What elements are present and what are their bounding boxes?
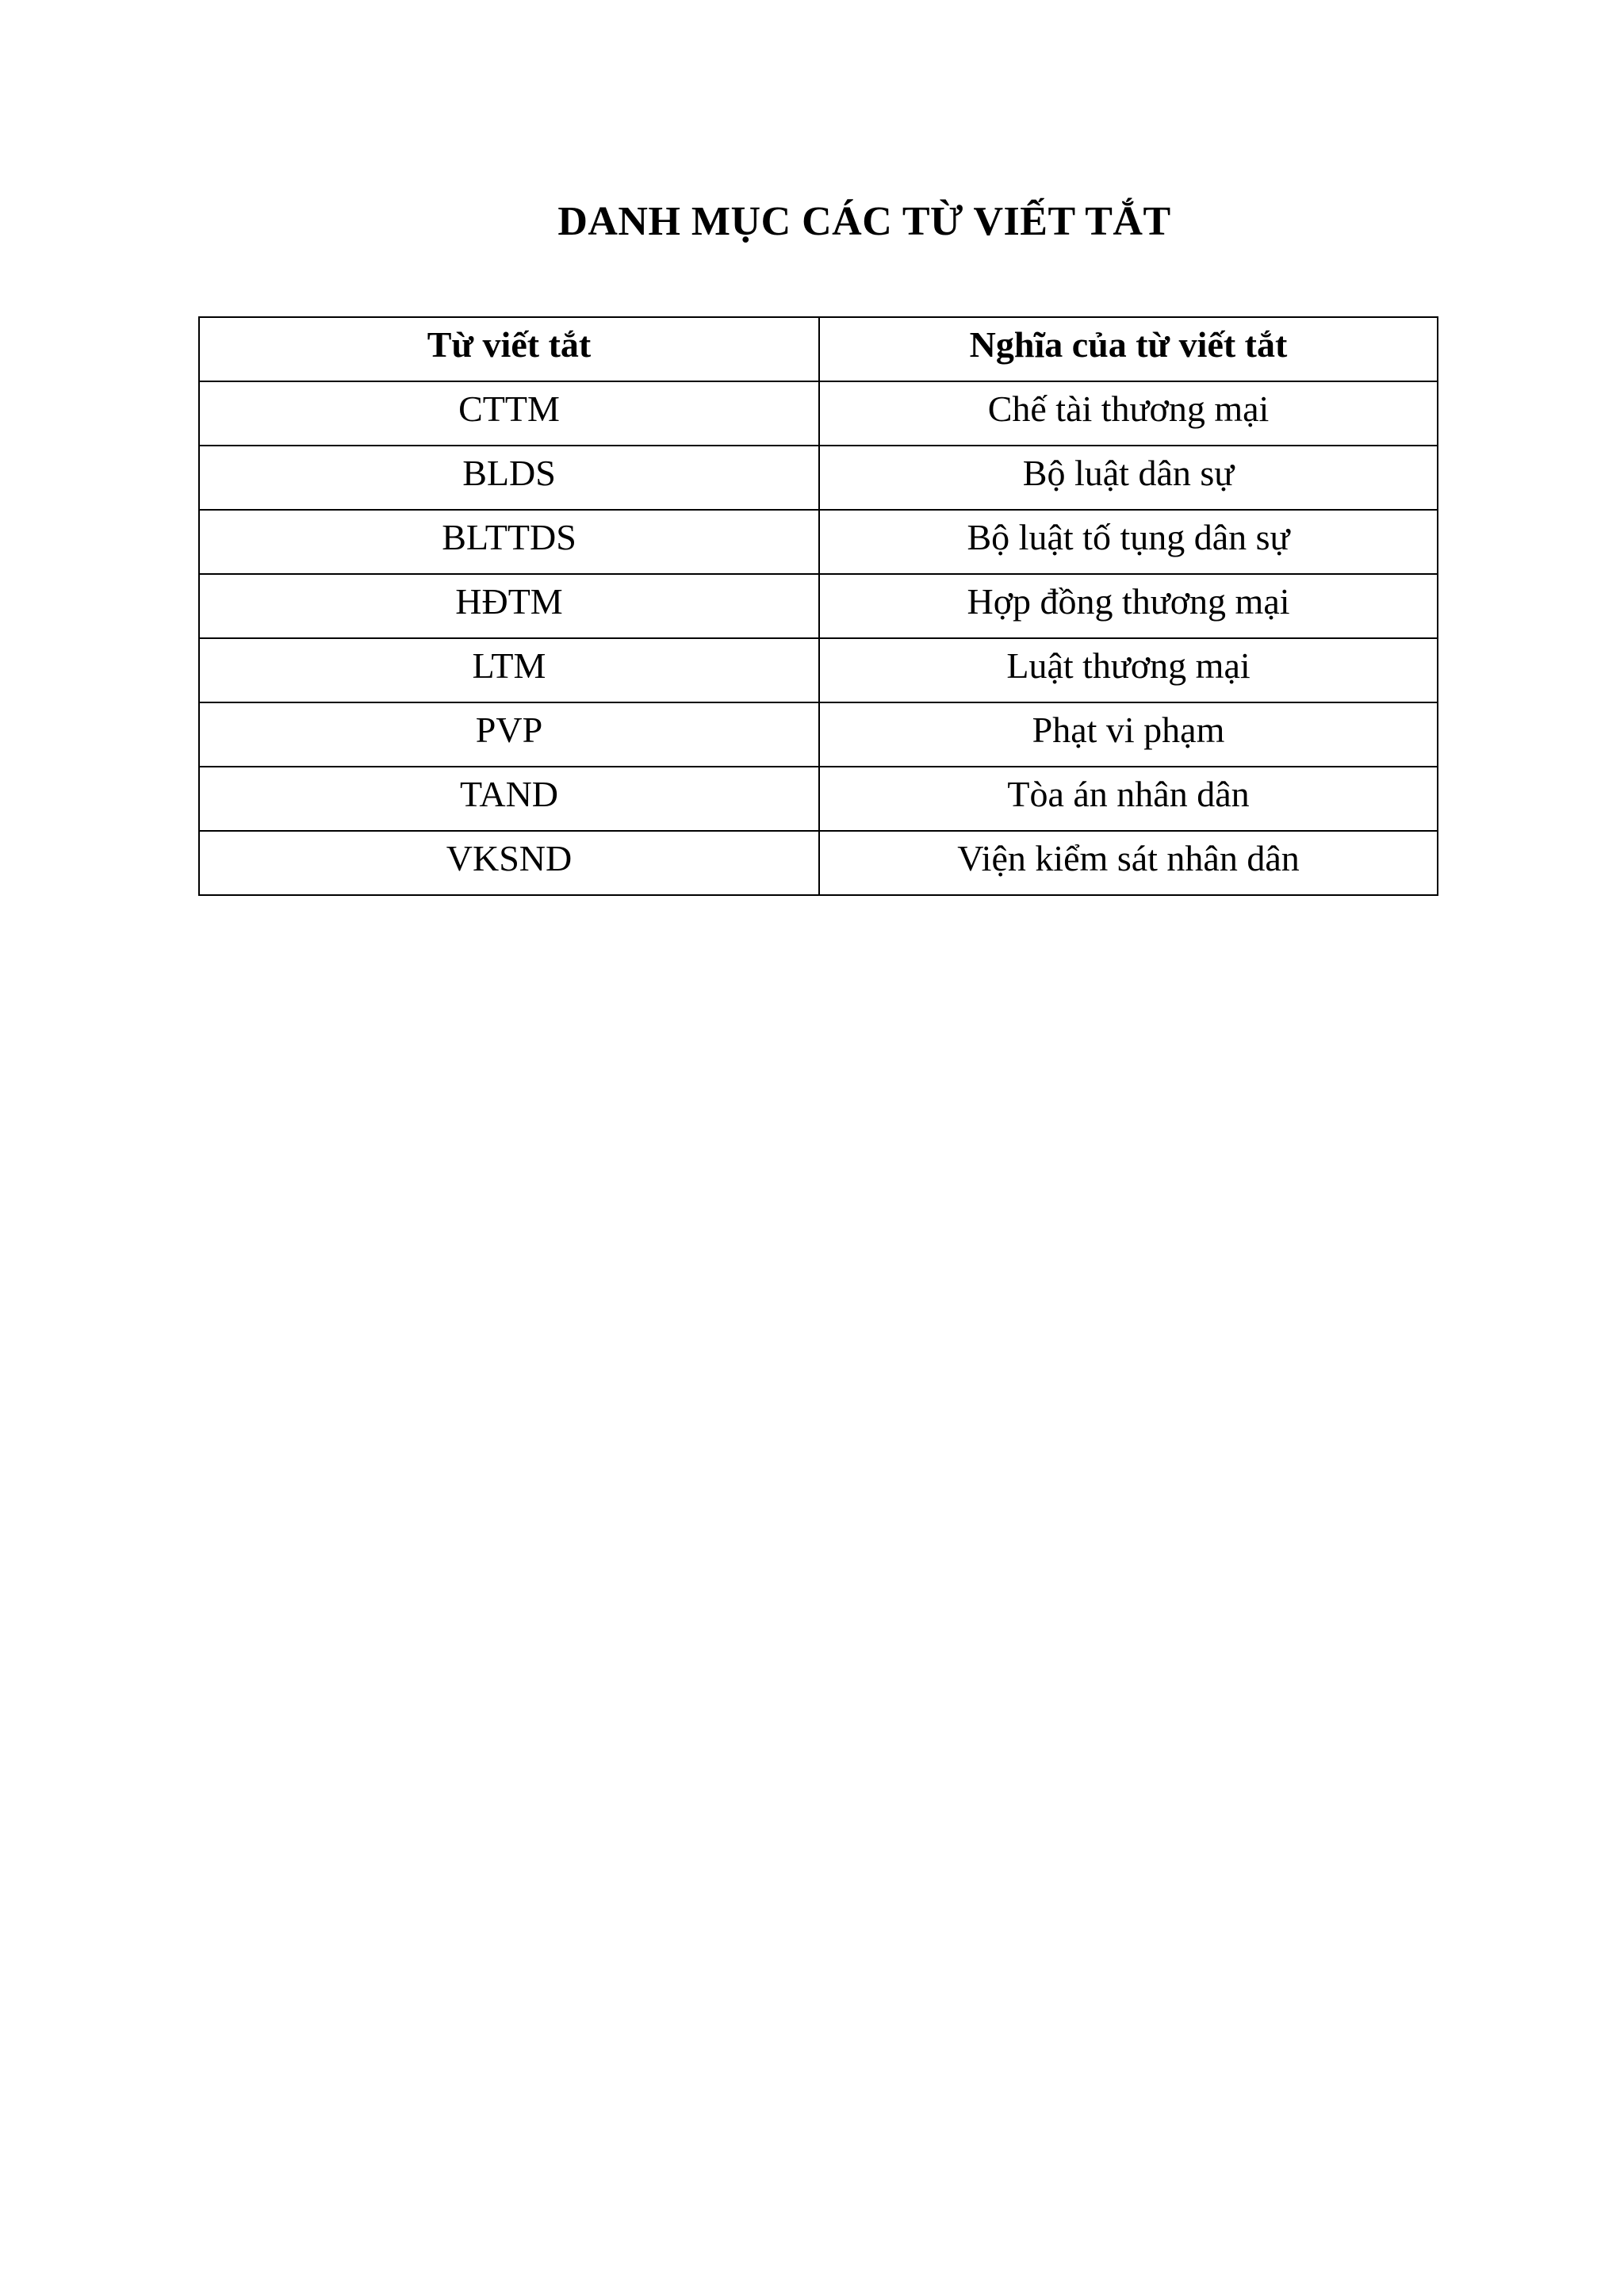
table-row <box>199 381 1438 446</box>
table-header-row <box>199 317 1438 381</box>
meaning-cell: Bộ luật dân sự <box>819 446 1438 510</box>
column-header-abbreviation: Từ viết tắt <box>199 317 819 381</box>
meaning-cell: Chế tài thương mại <box>819 381 1438 446</box>
table-row <box>199 831 1438 895</box>
abbreviation-cell: PVP <box>199 702 819 767</box>
abbreviation-cell: HĐTM <box>199 574 819 638</box>
table-row <box>199 638 1438 702</box>
abbreviation-cell: VKSND <box>199 831 819 895</box>
table-row <box>199 574 1438 638</box>
abbreviation-cell: TAND <box>199 767 819 831</box>
abbreviation-cell: BLTTDS <box>199 510 819 574</box>
abbreviation-table <box>198 316 1438 896</box>
table-row <box>199 767 1438 831</box>
abbreviation-cell: LTM <box>199 638 819 702</box>
column-header-meaning: Nghĩa của từ viết tắt <box>819 317 1438 381</box>
page-title: DANH MỤC CÁC TỪ VIẾT TẮT <box>557 199 1171 244</box>
meaning-cell: Tòa án nhân dân <box>819 767 1438 831</box>
meaning-cell: Phạt vi phạm <box>819 702 1438 767</box>
table-row <box>199 702 1438 767</box>
meaning-cell: Viện kiểm sát nhân dân <box>819 831 1438 895</box>
meaning-cell: Bộ luật tố tụng dân sự <box>819 510 1438 574</box>
meaning-cell: Luật thương mại <box>819 638 1438 702</box>
abbreviation-cell: BLDS <box>199 446 819 510</box>
table-row <box>199 510 1438 574</box>
meaning-cell: Hợp đồng thương mại <box>819 574 1438 638</box>
table-row <box>199 446 1438 510</box>
abbreviation-cell: CTTM <box>199 381 819 446</box>
